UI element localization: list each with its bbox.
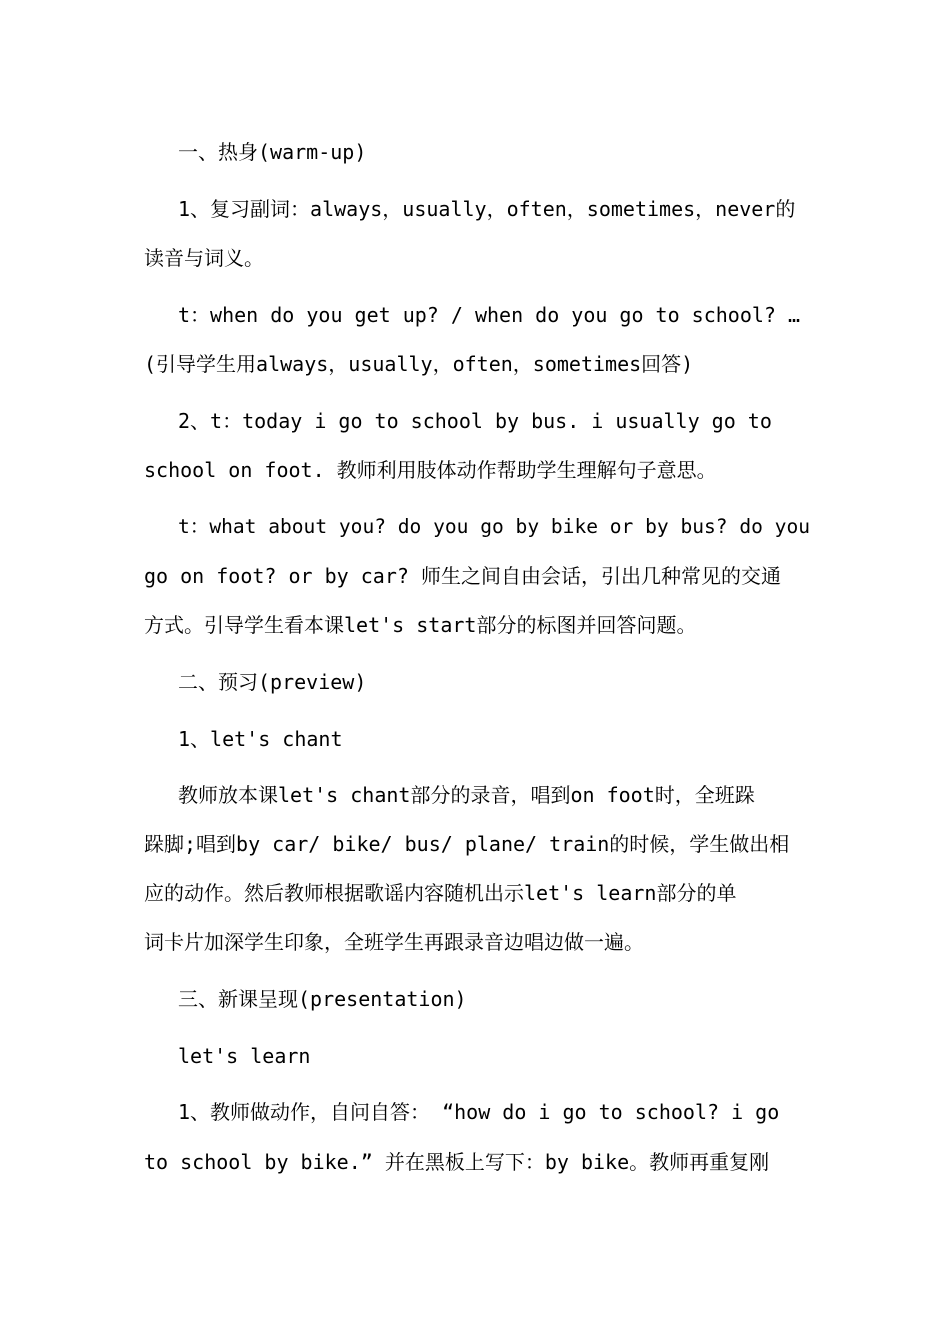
subheading-lets-learn: let's learn	[178, 1044, 311, 1068]
section-heading-presentation: 三、新课呈现(presentation)	[178, 987, 467, 1011]
paragraph-line: 读音与词义。	[144, 246, 264, 270]
paragraph-line: 跺脚;唱到by car/ bike/ bus/ plane/ train的时候，学生做出相	[144, 832, 790, 856]
paragraph-line: 2、t：today i go to school by bus. i usually go to	[178, 409, 772, 433]
paragraph-line: 1、教师做动作，自问自答： “how do i go to school? i go	[178, 1100, 780, 1124]
paragraph-line: (引导学生用always，usually，often，sometimes回答)	[144, 352, 694, 376]
paragraph-line: 应的动作。然后教师根据歌谣内容随机出示let's learn部分的单	[144, 881, 737, 905]
section-heading-preview: 二、预习(preview)	[178, 670, 367, 694]
section-heading-warm-up: 一、热身(warm-up)	[178, 140, 367, 164]
paragraph-line: 1、复习副词：always，usually，often，sometimes，never的	[178, 197, 796, 221]
paragraph-line: t：what about you? do you go by bike or by bus? do you	[178, 515, 810, 538]
paragraph-line: 教师放本课let's chant部分的录音，唱到on foot时，全班跺	[178, 783, 755, 807]
paragraph-line: go on foot? or by car? 师生之间自由会话，引出几种常见的交通	[144, 564, 781, 588]
paragraph-line: school on foot. 教师利用肢体动作帮助学生理解句子意思。	[144, 458, 717, 482]
paragraph-line: to school by bike.” 并在黑板上写下：by bike。教师再重复刚	[144, 1150, 770, 1174]
paragraph-line: 词卡片加深学生印象，全班学生再跟录音边唱边做一遍。	[144, 930, 644, 954]
subheading-lets-chant: 1、let's chant	[178, 727, 343, 751]
paragraph-line: 方式。引导学生看本课let's start部分的标图并回答问题。	[144, 613, 697, 637]
paragraph-line: t：when do you get up? / when do you go to school? …	[178, 303, 801, 327]
